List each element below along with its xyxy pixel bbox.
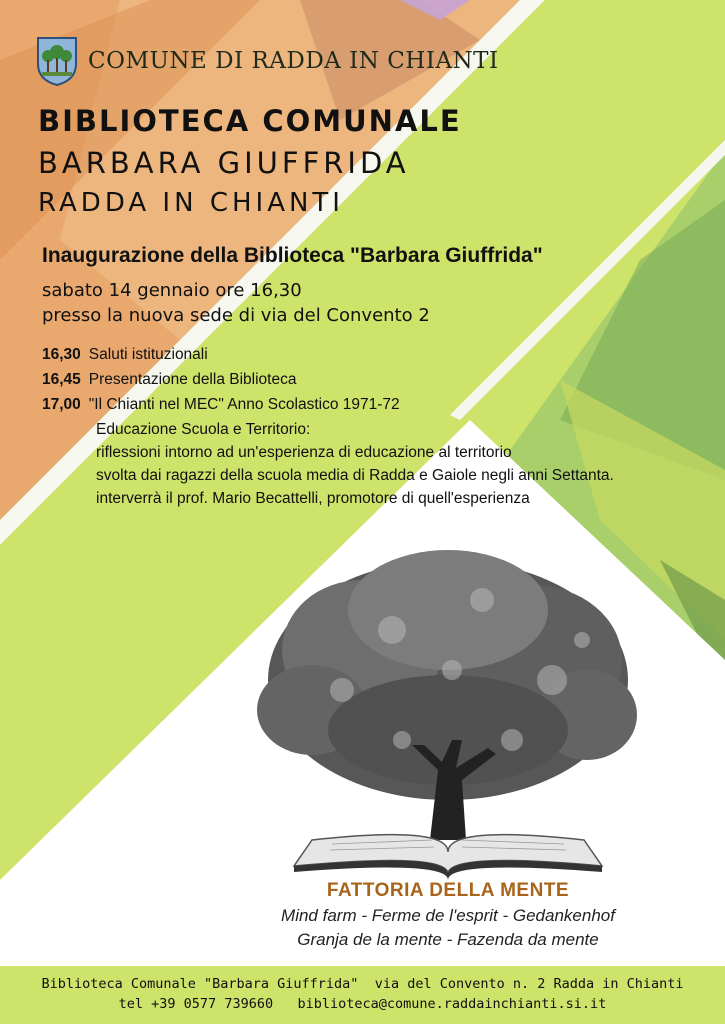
municipal-crest-icon	[36, 36, 78, 86]
program-detail: interverrà il prof. Mario Becattelli, promotore di quell'esperienza	[96, 490, 530, 507]
program-text: Saluti istituzionali	[88, 346, 208, 363]
title-town: RADDA IN CHIANTI	[38, 188, 344, 218]
program-list	[42, 346, 682, 513]
title-library-name: BARBARA GIUFFRIDA	[38, 146, 410, 180]
program-detail: riflessioni intorno ad un'esperienza di educazione al territorio	[96, 444, 512, 461]
event-date: sabato 14 gennaio ore 16,30	[42, 280, 302, 301]
brand-tagline-1: Mind farm - Ferme de l'esprit - Gedankenhof	[281, 906, 615, 925]
tree-on-book-icon	[252, 540, 644, 880]
footer-address: Biblioteca Comunale "Barbara Giuffrida" via del Convento n. 2 Radda in Chianti	[41, 976, 684, 992]
program-item	[42, 396, 682, 421]
program-time: 16,30	[42, 346, 81, 363]
program-detail: svolta dai ragazzi della scuola media di Radda e Gaiole negli anni Settanta.	[96, 467, 614, 484]
program-text: "Il Chianti nel MEC" Anno Scolastico 1971-72	[88, 396, 400, 413]
commune-name: COMUNE DI RADDA IN CHIANTI	[88, 48, 499, 74]
footer-contacts: tel +39 0577 739660 biblioteca@comune.raddainchianti.si.it	[118, 996, 607, 1012]
event-headline: Inaugurazione della Biblioteca "Barbara Giuffrida"	[42, 244, 543, 267]
program-text: Presentazione della Biblioteca	[88, 371, 297, 388]
event-location: presso la nuova sede di via del Convento 2	[42, 305, 430, 326]
brand-name: FATTORIA DELLA MENTE	[326, 880, 570, 901]
header	[36, 36, 696, 84]
program-time: 17,00	[42, 396, 81, 413]
footer	[0, 966, 725, 1024]
program-item	[42, 371, 682, 396]
program-time: 16,45	[42, 371, 81, 388]
program-item	[42, 346, 682, 371]
program-detail: Educazione Scuola e Territorio:	[96, 421, 311, 438]
title-library: BIBLIOTECA COMUNALE	[38, 104, 462, 138]
brand-tagline-2: Granja de la mente - Fazenda da mente	[297, 930, 599, 949]
